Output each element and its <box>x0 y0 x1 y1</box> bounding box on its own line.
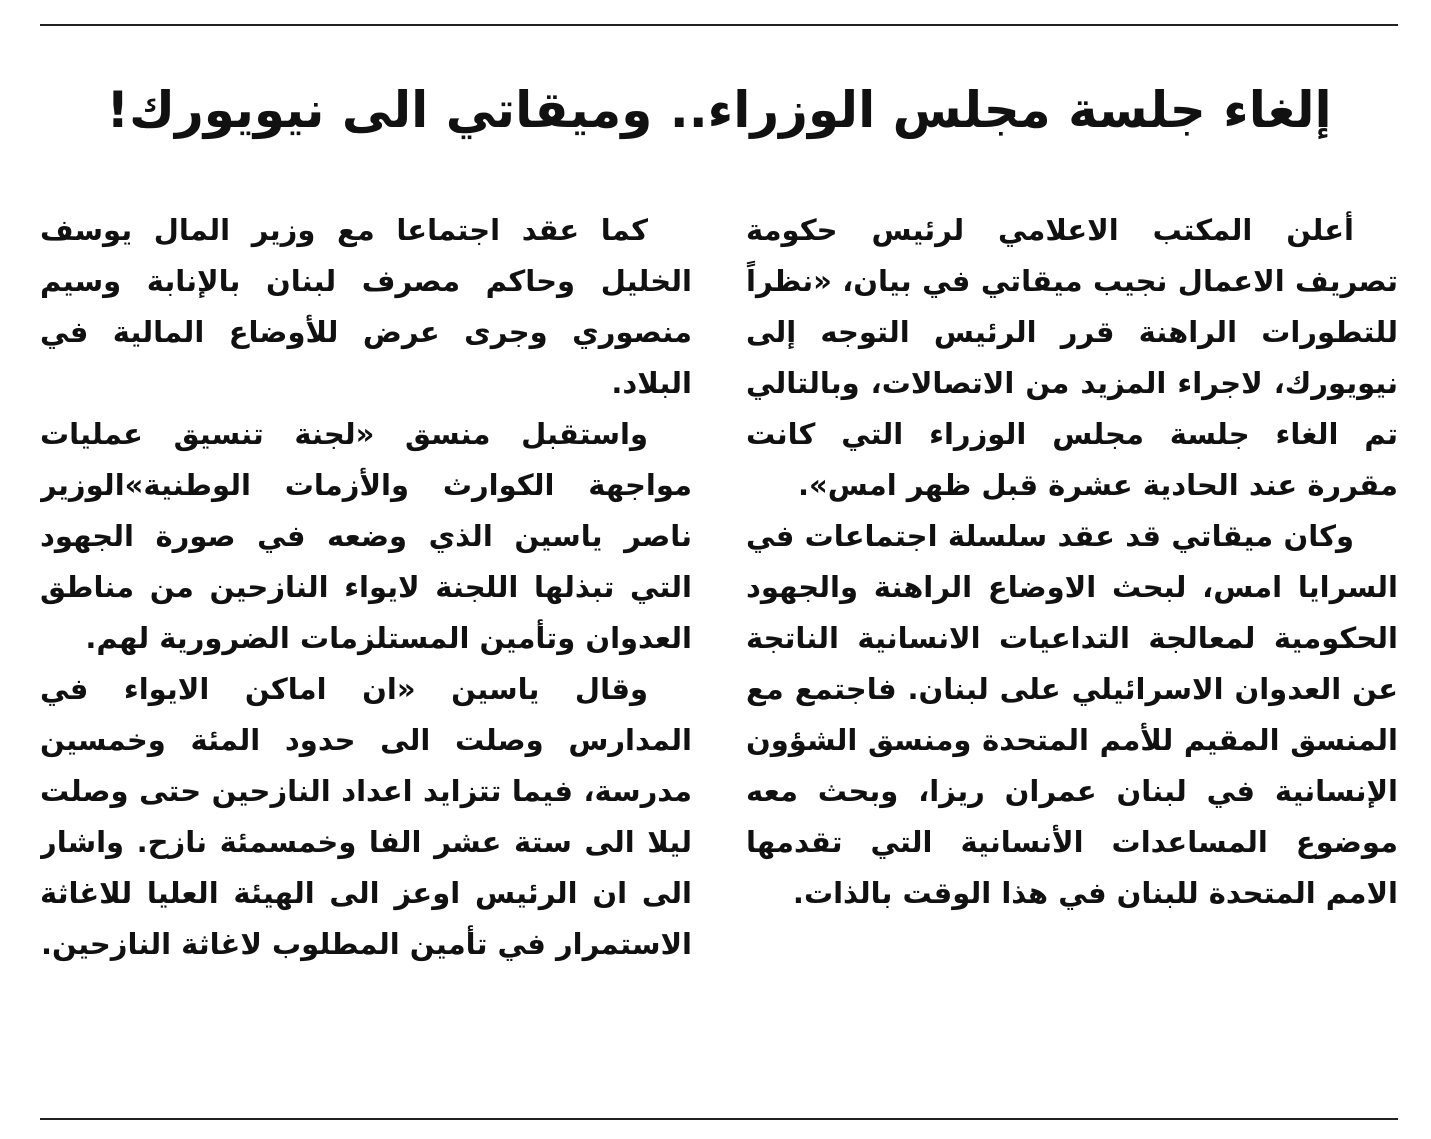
article-column-left <box>40 205 692 1090</box>
article-paragraph: كما عقد اجتماعا مع وزير المال يوسف الخليل وحاكم مصرف لبنان بالإنابة وسيم منصوري وجرى عرض للأوضاع المالية في البلاد. <box>40 213 692 400</box>
article-paragraph: واستقبل منسق «لجنة تنسيق عمليات مواجهة الكوارث والأزمات الوطنية»الوزير ناصر ياسين الذي وضعه في صورة الجهود التي تبذلها اللجنة لايواء النازحين من مناطق العدوان وتأمين المستلزمات الضرورية لهم. <box>40 417 692 655</box>
article-paragraph: وقال ياسين «ان اماكن الايواء في المدارس وصلت الى حدود المئة وخمسين مدرسة، فيما تتزايد اعداد النازحين حتى وصلت ليلا الى ستة عشر الفا وخمسمئة نازح. واشار الى ان الرئيس اوعز الى الهيئة العليا للاغاثة الاستمرار في تأمين المطلوب لاغاثة النازحين. <box>40 672 692 961</box>
article-headline: إلغاء جلسة مجلس الوزراء.. وميقاتي الى نيويورك! <box>106 81 1332 139</box>
top-divider-line <box>40 24 1398 26</box>
article-paragraph: أعلن المكتب الاعلامي لرئيس حكومة تصريف الاعمال نجيب ميقاتي في بيان، «نظراً للتطورات الراهنة قرر الرئيس التوجه إلى نيويورك، لاجراء المزيد من الاتصالات، وبالتالي تم الغاء جلسة مجلس الوزراء التي كانت مقررة عند الحادية عشرة قبل ظهر امس». <box>746 213 1398 502</box>
article-paragraph: وكان ميقاتي قد عقد سلسلة اجتماعات في السرايا امس، لبحث الاوضاع الراهنة والجهود الحكومية لمعالجة التداعيات الانسانية الناتجة عن العدوان الاسرائيلي على لبنان. فاجتمع مع المنسق المقيم للأمم المتحدة ومنسق الشؤون الإنسانية في لبنان عمران ريزا، وبحث معه موضوع المساعدات الأنسانية التي تقدمها الامم المتحدة للبنان في هذا الوقت بالذات. <box>746 519 1398 910</box>
bottom-divider-line <box>40 1118 1398 1120</box>
article-column-right <box>746 205 1398 1090</box>
